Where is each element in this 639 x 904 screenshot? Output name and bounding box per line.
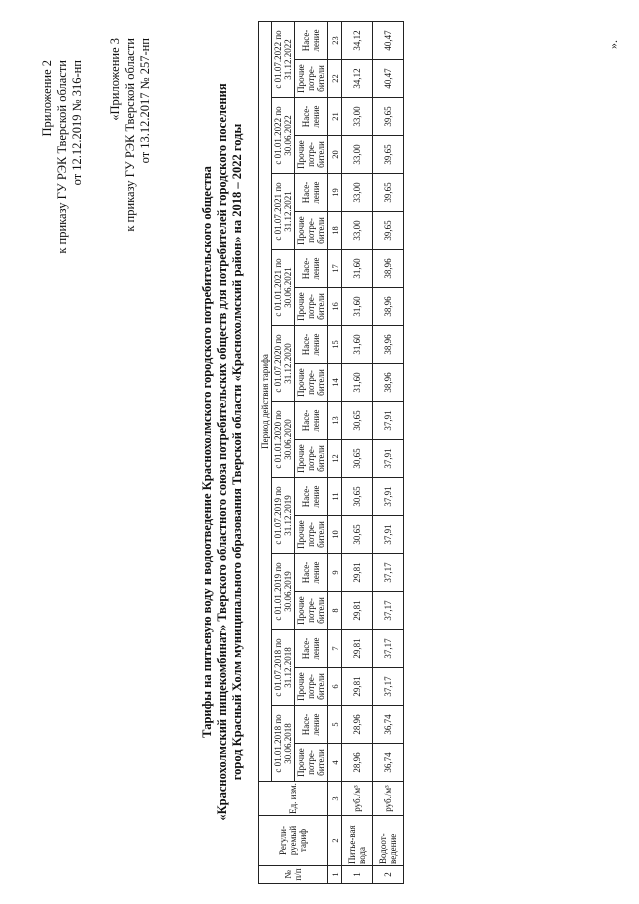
tariff-value-cell: 37,17 [373, 554, 404, 592]
period-header-5: с 01.01.2020 по 30.06.2020 [272, 402, 295, 478]
subheader-population: Насе-ление [295, 478, 328, 516]
subheader-other-consumers: Прочие потре-бители [295, 744, 328, 782]
column-number: 20 [328, 136, 342, 174]
appendix-3-line2: к приказу ГУ РЭК Тверской области [123, 38, 137, 232]
tariff-value-cell: 28,96 [342, 744, 373, 782]
period-header-4: с 01.07.2019 по 31.12.2019 [272, 478, 295, 554]
tariff-value-cell: 37,91 [373, 440, 404, 478]
appendix-2-header [40, 60, 85, 254]
column-number: 7 [328, 630, 342, 668]
tariff-value-cell: 30,65 [342, 402, 373, 440]
subheader-population: Насе-ление [295, 630, 328, 668]
column-number: 5 [328, 706, 342, 744]
tariff-table [258, 21, 404, 884]
column-number: 22 [328, 60, 342, 98]
subheader-other-consumers: Прочие потре-бители [295, 516, 328, 554]
column-number: 10 [328, 516, 342, 554]
period-header-10: с 01.07.2022 по 31.12.2022 [272, 21, 295, 97]
table-row [373, 21, 404, 883]
closing-quote-mark: ». [606, 40, 620, 49]
tariff-value-cell: 31,60 [342, 288, 373, 326]
tariff-value-cell: 28,96 [342, 706, 373, 744]
column-number: 1 [328, 866, 342, 884]
subheader-population: Насе-ление [295, 174, 328, 212]
subheader-population: Насе-ление [295, 98, 328, 136]
tariff-value-cell: 40,47 [373, 21, 404, 59]
tariff-value-cell: 30,65 [342, 516, 373, 554]
column-number: 19 [328, 174, 342, 212]
tariff-value-cell: 38,96 [373, 326, 404, 364]
tariff-value-cell: 36,74 [373, 744, 404, 782]
subheader-population: Насе-ление [295, 554, 328, 592]
subheader-other-consumers: Прочие потре-бители [295, 212, 328, 250]
tariff-value-cell: 37,17 [373, 592, 404, 630]
title-line3: город Красный Холм муниципального образования Тверской области «Краснохолмский район» на 2018 – 2022 годы [230, 123, 244, 781]
subheader-other-consumers: Прочие потре-бители [295, 668, 328, 706]
subheader-population: Насе-ление [295, 21, 328, 59]
period-header-2: с 01.07.2018 по 31.12.2018 [272, 630, 295, 706]
title-line1: Тарифы на питьевую воду и водоотведение Краснохолмского городского потребительского общества [200, 166, 214, 738]
tariff-value-cell: 37,17 [373, 668, 404, 706]
appendix-2-line2: к приказу ГУ РЭК Тверской области [55, 60, 69, 254]
subheader-population: Насе-ление [295, 326, 328, 364]
tariff-value-cell: 38,96 [373, 288, 404, 326]
header-tariff: Регули-руемый тариф [259, 816, 328, 866]
tariff-value-cell: 33,00 [342, 136, 373, 174]
appendix-3-header [108, 38, 153, 232]
period-header-7: с 01.01.2021 по 30.06.2021 [272, 250, 295, 326]
tariff-value-cell: 37,91 [373, 516, 404, 554]
appendix-3-line3: от 13.12.2017 № 257-нп [138, 38, 152, 164]
column-number: 13 [328, 402, 342, 440]
tariff-value-cell: 29,81 [342, 554, 373, 592]
row-unit: руб./м³ [373, 782, 404, 816]
subheader-population: Насе-ление [295, 402, 328, 440]
column-number: 21 [328, 98, 342, 136]
tariff-value-cell: 33,00 [342, 98, 373, 136]
tariff-value-cell: 36,74 [373, 706, 404, 744]
subheader-population: Насе-ление [295, 706, 328, 744]
tariff-value-cell: 38,96 [373, 250, 404, 288]
tariff-value-cell: 29,81 [342, 592, 373, 630]
title-line2: «Краснохолмский пищекомбинат» Тверского областного союза потребительских обществ для потребителей городского поселения [215, 83, 229, 821]
tariff-value-cell: 33,00 [342, 212, 373, 250]
column-number: 15 [328, 326, 342, 364]
subheader-other-consumers: Прочие потре-бители [295, 60, 328, 98]
tariff-value-cell: 30,65 [342, 440, 373, 478]
period-header-9: с 01.01.2022 по 30.06.2022 [272, 98, 295, 174]
tariff-value-cell: 37,91 [373, 478, 404, 516]
column-number: 14 [328, 364, 342, 402]
header-period: Период действия тарифа [259, 21, 272, 781]
column-number: 17 [328, 250, 342, 288]
subheader-other-consumers: Прочие потре-бители [295, 592, 328, 630]
subheader-population: Насе-ление [295, 250, 328, 288]
period-header-8: с 01.07.2021 по 31.12.2021 [272, 174, 295, 250]
column-number: 4 [328, 744, 342, 782]
header-row-periods [272, 21, 295, 883]
tariff-value-cell: 39,65 [373, 212, 404, 250]
tariff-value-cell: 29,81 [342, 668, 373, 706]
tariff-value-cell: 39,65 [373, 174, 404, 212]
period-header-1: с 01.01.2018 по 30.06.2018 [272, 706, 295, 782]
tariff-value-cell: 37,91 [373, 402, 404, 440]
tariff-value-cell: 31,60 [342, 364, 373, 402]
column-number: 23 [328, 21, 342, 59]
subheader-other-consumers: Прочие потре-бители [295, 440, 328, 478]
tariff-value-cell: 39,65 [373, 136, 404, 174]
header-row-subcolumns [295, 21, 328, 883]
tariff-value-cell: 34,12 [342, 60, 373, 98]
row-number: 2 [373, 866, 404, 884]
column-number: 6 [328, 668, 342, 706]
tariff-value-cell: 31,60 [342, 326, 373, 364]
table-row [342, 21, 373, 883]
tariff-value-cell: 34,12 [342, 21, 373, 59]
period-header-3: с 01.01.2019 по 30.06.2019 [272, 554, 295, 630]
tariff-value-cell: 38,96 [373, 364, 404, 402]
column-number: 12 [328, 440, 342, 478]
column-number: 16 [328, 288, 342, 326]
column-number: 18 [328, 212, 342, 250]
tariff-value-cell: 29,81 [342, 630, 373, 668]
column-number: 2 [328, 816, 342, 866]
subheader-other-consumers: Прочие потре-бители [295, 364, 328, 402]
column-number: 3 [328, 782, 342, 816]
row-tariff-name: Водоот-ведение [373, 816, 404, 866]
tariff-value-cell: 39,65 [373, 98, 404, 136]
tariff-value-cell: 30,65 [342, 478, 373, 516]
tariff-value-cell: 33,00 [342, 174, 373, 212]
column-number: 9 [328, 554, 342, 592]
appendix-3-line1: «Приложение 3 [108, 38, 122, 121]
header-no: № п/п [259, 866, 328, 884]
appendix-2-line3: от 12.12.2019 № 316-нп [70, 60, 84, 186]
header-unit: Ед. изм. [259, 782, 328, 816]
row-unit: руб./м³ [342, 782, 373, 816]
tariff-value-cell: 37,17 [373, 630, 404, 668]
column-number: 11 [328, 478, 342, 516]
document-title [200, 40, 245, 864]
period-header-6: с 01.07.2020 по 31.12.2020 [272, 326, 295, 402]
tariff-value-cell: 31,60 [342, 250, 373, 288]
tariff-value-cell: 40,47 [373, 60, 404, 98]
header-row-column-numbers [328, 21, 342, 883]
row-tariff-name: Питье-вая вода [342, 816, 373, 866]
column-number: 8 [328, 592, 342, 630]
appendix-2-line1: Приложение 2 [40, 60, 54, 137]
subheader-other-consumers: Прочие потре-бители [295, 288, 328, 326]
header-row-1 [259, 21, 272, 883]
row-number: 1 [342, 866, 373, 884]
subheader-other-consumers: Прочие потре-бители [295, 136, 328, 174]
